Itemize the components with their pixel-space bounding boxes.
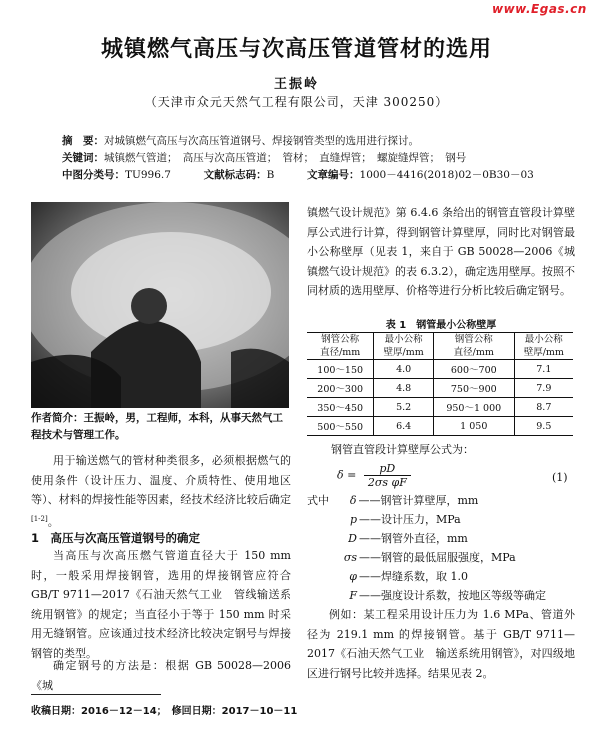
- table-row: [307, 417, 573, 436]
- author-photo: [31, 202, 289, 408]
- var-symbol: σs: [343, 551, 357, 564]
- table-cell: 350～450: [307, 398, 374, 417]
- var-symbol: p: [349, 513, 357, 526]
- table-cell: 7.9: [514, 379, 573, 398]
- author-bio: [31, 410, 293, 444]
- var-symbol: φ: [349, 570, 357, 583]
- author-photo-image: [31, 202, 289, 408]
- table-header-cell: 钢管公称 直径/mm: [307, 333, 374, 360]
- variable-line: [307, 491, 478, 510]
- variable-line: [333, 529, 468, 548]
- abstract-text: 对城镇燃气高压与次高压管道钢号、焊接钢管类型的选用进行探讨。: [104, 135, 419, 147]
- table-header-cell: 最小公称 壁厚/mm: [514, 333, 573, 360]
- author-bio-text: 王振岭，男，工程师，本科，从事天然气工程技术与管理工作。: [31, 412, 283, 441]
- table-cell: 8.7: [514, 398, 573, 417]
- formula-denominator: 2σs φF: [367, 476, 407, 489]
- wall-thickness-formula: [337, 462, 411, 489]
- keywords-text: 城镇燃气管道； 高压与次高压管道； 管材； 直缝焊管； 螺旋缝焊管； 钢号: [104, 152, 467, 164]
- abstract: [62, 133, 419, 149]
- variable-line: [333, 548, 516, 567]
- article-label: 文章编号：: [307, 169, 360, 181]
- var-symbol: F: [349, 589, 357, 602]
- wall-thickness-table: [307, 332, 573, 436]
- author-name: 王振岭: [273, 77, 319, 92]
- var-desc: ——钢管外直径，mm: [359, 532, 468, 545]
- var-desc: ——设计压力，MPa: [359, 513, 461, 526]
- formula-fraction: [364, 462, 411, 489]
- class-label: 中图分类号：: [62, 169, 125, 181]
- citation-ref: [1-2]: [31, 514, 48, 523]
- formula-numerator: pD: [364, 462, 411, 476]
- table-cell: 1 050: [433, 417, 514, 436]
- table-header-row: [307, 333, 573, 360]
- var-desc: ——强度设计系数，按地区等级等确定: [359, 589, 546, 602]
- table-header-cell: 钢管公称 直径/mm: [433, 333, 514, 360]
- formula-intro: 钢管直管段计算壁厚公式为：: [331, 443, 474, 456]
- watermark: www.Egas.cn: [492, 2, 587, 16]
- var-symbol: δ: [349, 494, 357, 507]
- author-bio-label: 作者简介：: [31, 412, 84, 424]
- variable-line: [333, 567, 468, 586]
- paper-title: 城镇燃气高压与次高压管道管材的选用: [100, 37, 492, 62]
- var-desc: ——钢管的最低屈服强度，MPa: [359, 551, 516, 564]
- section-heading: 1 高压与次高压管道钢号的确定: [31, 531, 200, 545]
- table-cell: 7.1: [514, 360, 573, 379]
- intro-paragraph: [31, 451, 291, 532]
- doccode-value: B: [266, 169, 275, 181]
- var-symbol: D: [348, 532, 357, 545]
- table-cell: 4.0: [374, 360, 434, 379]
- formula-number: (1): [552, 471, 568, 484]
- keywords: [62, 150, 466, 166]
- table-cell: 950～1 000: [433, 398, 514, 417]
- table-cell: 5.2: [374, 398, 434, 417]
- var-desc: ——焊缝系数，取 1.0: [359, 570, 468, 583]
- table-header-cell: 最小公称 壁厚/mm: [374, 333, 434, 360]
- footnote-dates: 收稿日期：2016－12－14； 修回日期：2017－10－11: [31, 706, 298, 717]
- footnote-divider: [31, 694, 161, 695]
- table-row: [307, 379, 573, 398]
- table-row: [307, 398, 573, 417]
- variable-line: [333, 586, 546, 605]
- abstract-label: 摘 要：: [62, 135, 104, 147]
- table-cell: 4.8: [374, 379, 434, 398]
- var-prefix: 式中: [307, 494, 329, 507]
- table-cell: 9.5: [514, 417, 573, 436]
- table-cell: 100～150: [307, 360, 374, 379]
- classification-line: [62, 167, 534, 183]
- formula-lhs: δ =: [337, 468, 357, 482]
- article-value: 1000－4416(2018)02－0B30－03: [359, 169, 534, 181]
- right-paragraph: 镇燃气设计规范》第 6.4.6 条给出的钢管直管段计算壁厚公式进行计算，得到钢管计算壁厚，同时比对钢管最小公称壁厚（见表 1，来自于 GB 50028—2006《城镇燃气设计规范》的表 6.3.2），确定选用壁厚。按照不同材质的选用壁厚、价格等进行分析比较后确定钢号。: [307, 206, 575, 297]
- table-cell: 600～700: [433, 360, 514, 379]
- table-cell: 200～300: [307, 379, 374, 398]
- variable-line: [333, 510, 461, 529]
- doccode-label: 文献标志码：: [203, 169, 267, 181]
- intro-text: 用于输送燃气的管材种类很多，必须根据燃气的使用条件（设计压力、温度、介质特性、使用地区等）、材料的焊接性能等因素，经技术经济比较后确定: [31, 454, 291, 506]
- section-paragraph: 当高压与次高压燃气管道直径大于 150 mm 时，一般采用焊接钢管，选用的焊接钢管应符合 GB/T 9711—2017《石油天然气工业 管线输送系统用钢管》的规定；当直径小于等于 150 mm 时采用无缝钢管。应该通过技术经济比较决定钢号与焊接钢管的类型。: [31, 549, 291, 660]
- method-paragraph: 确定钢号的方法是：根据 GB 50028—2006《城: [31, 659, 291, 692]
- var-desc: ——钢管计算壁厚，mm: [358, 494, 479, 507]
- intro-end: 。: [47, 515, 59, 529]
- class-value: TU996.7: [125, 169, 171, 181]
- keywords-label: 关键词：: [62, 152, 104, 164]
- example-paragraph: 例如：某工程采用设计压力为 1.6 MPa、管道外径为 219.1 mm 的焊接钢管。基于 GB/T 9711—2017《石油天然气工业 输送系统用钢管》，对四级地区进行钢号比较并选择。结果见表 2。: [307, 608, 575, 680]
- table-caption: 表 1 钢管最小公称壁厚: [385, 320, 497, 331]
- table-cell: 750～900: [433, 379, 514, 398]
- affiliation: （天津市众元天然气工程有限公司，天津 300250）: [144, 95, 449, 109]
- table-cell: 500～550: [307, 417, 374, 436]
- table-row: [307, 360, 573, 379]
- table-cell: 6.4: [374, 417, 434, 436]
